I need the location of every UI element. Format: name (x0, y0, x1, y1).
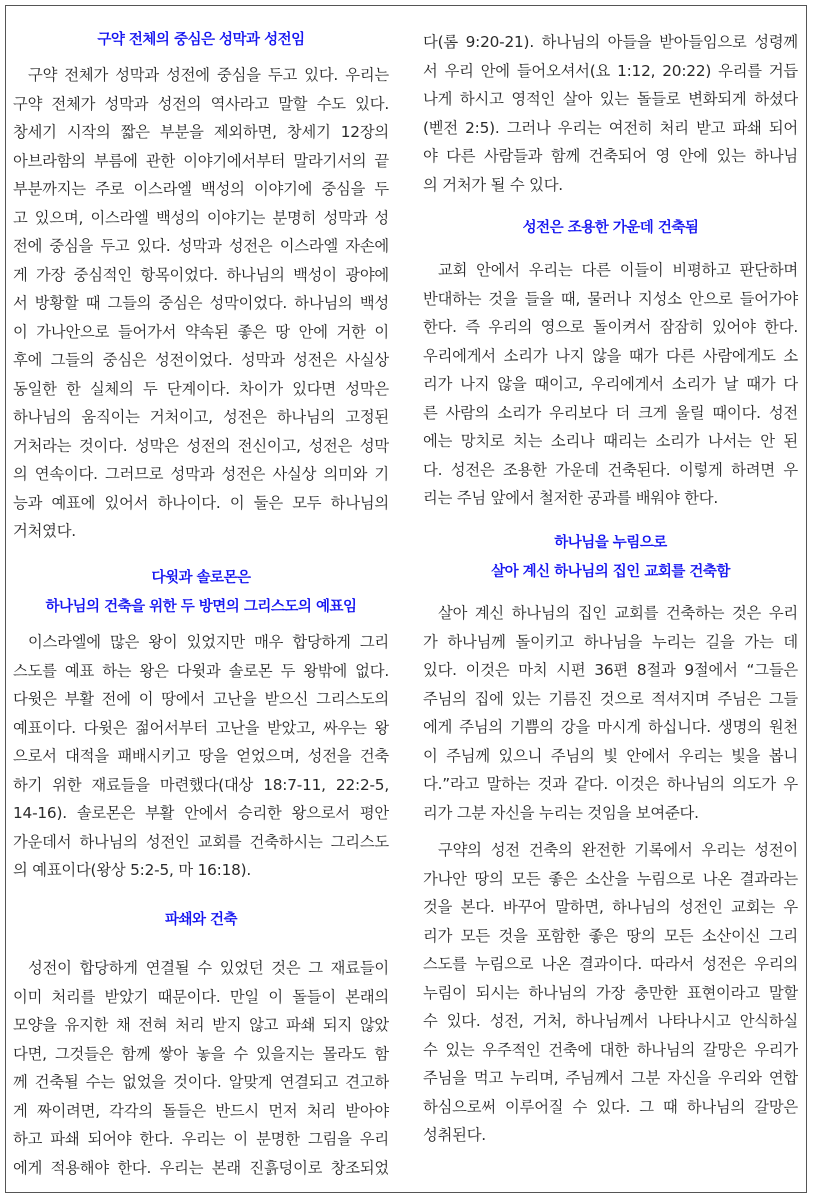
section-heading (13, 906, 389, 935)
body-paragraph (423, 599, 798, 827)
text-line: 른 사람의 소리가 우리보다 더 크게 울릴 때이다. 성전 (423, 403, 798, 422)
section-heading (423, 529, 798, 586)
body-paragraph (423, 28, 798, 199)
text-line: 의 거처가 될 수 있다. (423, 175, 563, 194)
section-heading (13, 26, 389, 55)
section-heading (423, 214, 798, 243)
text-line: 14-16). 솔로몬은 부활 안에서 승리한 왕으로서 평안 (13, 804, 389, 822)
text-line: 반대하는 것을 들을 때, 물러나 지성소 안으로 들어가야 (423, 289, 798, 308)
text-line: 게 가장 중심적인 항목이었다. 하나님의 백성이 광야에 (13, 265, 389, 284)
text-line: 의 연속이다. 그러므로 성막과 성전은 사실상 의미와 기 (13, 465, 389, 483)
heading-line: 하나님의 건축을 위한 두 방면의 그리스도의 예표임 (45, 598, 357, 615)
text-line: 전에 중심을 두고 있다. 성막과 성전은 이스라엘 자손에 (13, 237, 389, 255)
text-line: 하고 파쇄 되어야 한다. 우리는 이 분명한 그림을 우리 (13, 1130, 389, 1148)
text-line: 이미 처리를 받았기 때문이다. 만일 이 돌들이 본래의 (13, 987, 389, 1006)
text-line: 야 다른 사람들과 함께 건축되어 영 안에 있는 하나님 (423, 147, 798, 165)
text-line: 동일한 한 실체의 두 단계이다. 차이가 있다면 성막은 (13, 379, 389, 398)
text-line: 께 건축될 수는 없었을 것이다. 알맞게 연결되고 견고하 (13, 1073, 389, 1091)
text-line: 가나안 땅의 모든 좋은 소산을 누림으로 나온 결과라는 (423, 869, 798, 888)
text-line: 에게 주님의 기쁨의 강을 마시게 하십니다. 생명의 원천 (423, 718, 798, 736)
text-line: 다. 성전은 조용한 가운데 건축된다. 이렇게 하려면 우 (423, 460, 798, 479)
text-line: 성취된다. (423, 1126, 486, 1144)
heading-line: 파쇄와 건축 (164, 912, 238, 928)
text-line: 가 하나님께 돌이키고 하나님을 누리는 길을 가는 데 (423, 632, 798, 651)
heading-line: 구약 전체의 중심은 성막과 성전임 (97, 32, 305, 48)
text-line: 성전이 합당하게 연결될 수 있었던 것은 그 재료들이 (28, 959, 389, 977)
text-line: 수 있는 우주적인 건축에 대한 하나님의 갈망은 우리가 (423, 1040, 798, 1059)
text-line: 리가 나지 않을 때이고, 우리에게서 소리가 날 때가 다 (423, 375, 798, 393)
text-line: 이 주님께 있으니 주님의 빛 안에서 우리는 빛을 봅니 (423, 746, 798, 765)
text-line: 있다. 이것은 마치 시편 36편 8절과 9절에서 “그들은 (423, 661, 798, 679)
heading-line: 하나님을 누림으로 (554, 535, 667, 551)
heading-line: 살아 계신 하나님의 집인 교회를 건축함 (491, 563, 730, 580)
text-line: 하나님의 움직이는 거처이고, 성전은 하나님의 고정된 (13, 408, 389, 426)
text-line: 부분까지는 주로 이스라엘 백성의 이야기에 중심을 두 (13, 180, 389, 198)
text-line: 다윗은 부활 전에 이 땅에서 고난을 받으신 그리스도의 (13, 690, 389, 708)
text-line: (벧전 2:5). 그러나 우리는 여전히 처리 받고 파쇄 되어 (423, 118, 798, 137)
body-paragraph (13, 954, 389, 1182)
text-line: 서 방황할 때 그들의 중심은 성막이었다. 하나님의 백성 (13, 294, 389, 312)
text-line: 살아 계신 하나님의 집인 교회를 건축하는 것은 우리 (438, 604, 798, 622)
text-line: 이 가나안으로 들어가서 약속된 좋은 땅 안에 거한 이 (13, 322, 389, 341)
text-line: 구약의 성전 건축의 완전한 기록에서 우리는 성전이 (438, 841, 798, 859)
text-line: 구약 전체가 성막과 성전에 중심을 두고 있다. 우리는 (28, 66, 389, 84)
text-line: 것을 본다. 바꾸어 말하면, 하나님의 성전인 교회는 우 (423, 898, 798, 916)
text-line: 게 짜이려면, 각각의 돌들은 반드시 먼저 처리 받아야 (13, 1101, 389, 1120)
text-line: 리가 모든 것을 포함한 좋은 땅의 모든 소산이신 그리 (423, 926, 798, 945)
section-heading (13, 564, 389, 621)
body-paragraph (13, 61, 389, 546)
text-line: 하심으로써 이루어질 수 있다. 그 때 하나님의 갈망은 (423, 1097, 798, 1116)
text-line: 리가 그분 자신을 누리는 것임을 보여준다. (423, 803, 699, 822)
text-line: 서 우리 안에 들어오셔서(요 1:12, 20:22) 우리를 거듭 (423, 61, 798, 80)
text-line: 거처였다. (13, 522, 76, 540)
text-line: 다.”라고 말하는 것과 같다. 이것은 하나님의 의도가 우 (423, 775, 798, 793)
body-paragraph (423, 256, 798, 513)
text-line: 에게 적용해야 한다. 우리는 본래 진흙덩이로 창조되었 (13, 1158, 389, 1177)
text-line: 다(롬 9:20-21). 하나님의 아들을 받아들임으로 성령께 (423, 33, 798, 51)
text-line: 하기 위한 재료들을 마련했다(대상 18:7-11, 22:2-5, (13, 775, 389, 794)
text-line: 모양을 유지한 채 전혀 처리 받지 않고 파쇄 되지 않았 (13, 1016, 389, 1034)
text-line: 구약 전체가 성막과 성전의 역사라고 말할 수도 있다. (13, 94, 389, 113)
text-line: 주님의 집에 있는 기름진 것으로 적셔지며 주님은 그들 (423, 689, 798, 708)
text-line: 한다. 즉 우리의 영으로 돌이켜서 잠잠히 있어야 한다. (423, 318, 798, 336)
text-line: 예표이다. 다윗은 젊어서부터 고난을 받았고, 싸우는 왕 (13, 718, 389, 737)
text-line: 나게 하시고 영적인 살아 있는 돌들로 변화되게 하셨다 (423, 90, 798, 108)
text-line: 에는 망치로 치는 소리나 때리는 소리가 나서는 안 된 (423, 432, 798, 450)
text-line: 수 있다. 성전, 거처, 하나님께서 나타나시고 안식하실 (423, 1012, 798, 1030)
text-line: 스도를 누림으로 나온 결과이다. 따라서 성전은 우리의 (423, 955, 798, 973)
text-line: 으로서 대적을 패배시키고 땅을 얻었으며, 성전을 건축 (13, 747, 389, 765)
body-paragraph (423, 836, 798, 1150)
text-line: 다면, 그것들은 함께 쌓아 놓을 수 있을지는 몰라도 함 (13, 1044, 389, 1063)
text-line: 주님을 먹고 누리며, 주님께서 그분 자신을 우리와 연합 (423, 1069, 798, 1087)
text-line: 누림이 되시는 하나님의 가장 충만한 표현이라고 말할 (423, 983, 798, 1002)
text-line: 우리에게서 소리가 나지 않을 때가 다른 사람에게도 소 (423, 346, 798, 365)
text-line: 이스라엘에 많은 왕이 있었지만 매우 합당하게 그리 (28, 633, 389, 651)
text-line: 거처라는 것이다. 성막은 성전의 전신이고, 성전은 성막 (13, 436, 389, 455)
text-line: 창세기 시작의 짧은 부분을 제외하면, 창세기 12장의 (13, 123, 389, 141)
text-line: 아브라함의 부름에 관한 이야기에서부터 말라기서의 끝 (13, 151, 389, 170)
text-line: 스도를 예표 하는 왕은 다윗과 솔로몬 두 왕밖에 없다. (13, 661, 389, 680)
text-line: 교회 안에서 우리는 다른 이들이 비평하고 판단하며 (438, 261, 798, 279)
text-line: 고 있으며, 이스라엘 백성의 이야기는 분명히 성막과 성 (13, 208, 389, 227)
text-line: 후에 그들의 중심은 성전이었다. 성막과 성전은 사실상 (13, 351, 389, 369)
heading-line: 성전은 조용한 가운데 건축됨 (522, 220, 699, 236)
body-paragraph (13, 628, 389, 885)
text-line: 능과 예표에 있어서 하나이다. 이 둘은 모두 하나님의 (13, 493, 389, 512)
text-line: 의 예표이다(왕상 5:2-5, 마 16:18). (13, 861, 252, 879)
text-line: 리는 주님 앞에서 철저한 공과를 배워야 한다. (423, 489, 719, 507)
heading-line: 다윗과 솔로몬은 (151, 570, 251, 586)
text-line: 가운데서 하나님의 성전인 교회를 건축하시는 그리스도 (13, 832, 389, 851)
